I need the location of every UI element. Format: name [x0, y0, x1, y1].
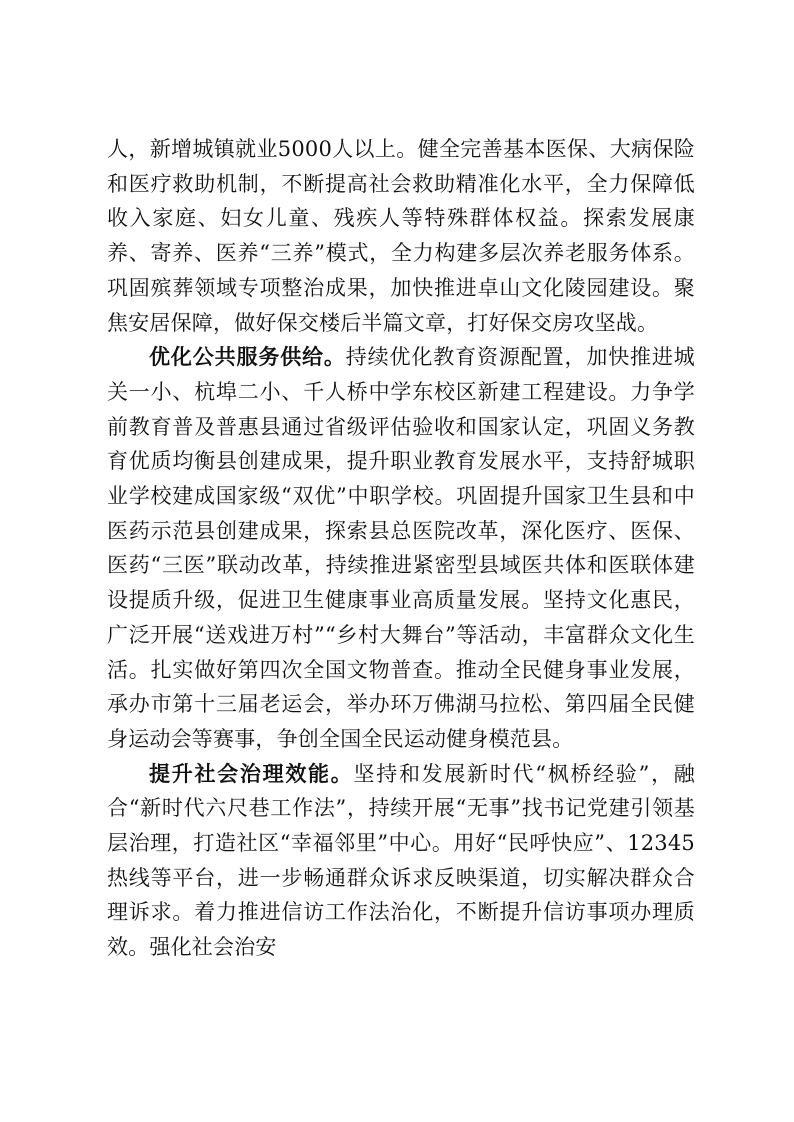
paragraph-heading: 提升社会治理效能。 — [149, 761, 354, 786]
document-body — [107, 132, 695, 965]
paragraph-public-services — [107, 340, 695, 756]
paragraph-text: 持续优化教育资源配置，加快推进城关一小、杭埠二小、千人桥中学东校区新建工程建设。力争学前教育普及普惠县通过省级评估验收和国家认定，巩固义务教育优质均衡县创建成果，提升职业教育发展水平，支持舒城职业学校建成国家级“双优”中职学校。巩固提升国家卫生县和中医药示范县创建成果，探索县总医院改革，深化医疗、医保、医药“三医”联动改革，持续推进紧密型县域医共体和医联体建设提质升级，促进卫生健康事业高质量发展。坚持文化惠民，广泛开展“送戏进万村”“乡村大舞台”等活动，丰富群众文化生活。扎实做好第四次全国文物普查。推动全民健身事业发展，承办市第十三届老运会，举办环万佛湖马拉松、第四届全民健身运动会等赛事，争创全国全民运动健身模范县。 — [107, 345, 695, 751]
paragraph-social-governance — [107, 757, 695, 965]
paragraph-heading: 优化公共服务供给。 — [149, 345, 346, 370]
paragraph-employment-welfare — [107, 132, 695, 340]
paragraph-text: 人，新增城镇就业5000人以上。健全完善基本医保、大病保险和医疗救助机制，不断提高社会救助精准化水平，全力保障低收入家庭、妇女儿童、残疾人等特殊群体权益。探索发展康养、寄养、医养“三养”模式，全力构建多层次养老服务体系。巩固殡葬领域专项整治成果，加快推进卓山文化陵园建设。聚焦安居保障，做好保交楼后半篇文章，打好保交房攻坚战。 — [107, 137, 695, 335]
paragraph-text: 坚持和发展新时代“枫桥经验”，融合“新时代六尺巷工作法”，持续开展“无事”找书记党建引领基层治理，打造社区“幸福邻里”中心。用好“民呼快应”、12345热线等平台，进一步畅通群众诉求反映渠道，切实解决群众合理诉求。着力推进信访工作法治化，不断提升信访事项办理质效。强化社会治安 — [107, 761, 695, 960]
